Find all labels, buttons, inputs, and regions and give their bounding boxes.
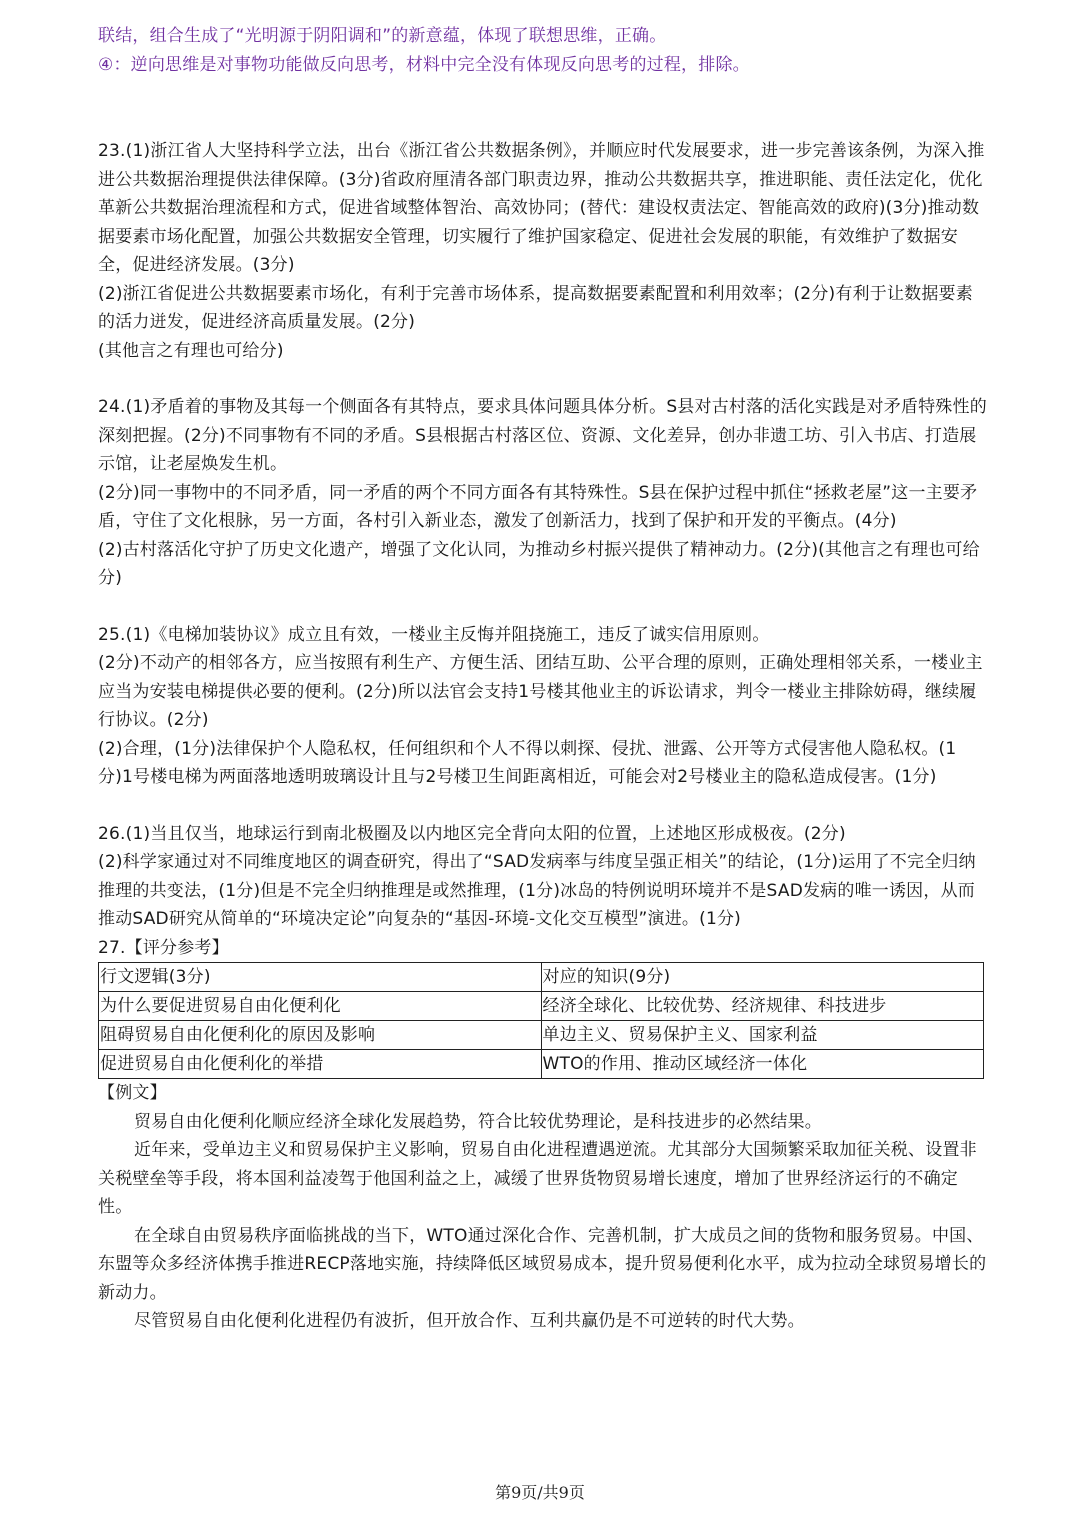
essay-paragraph: 贸易自由化便利化顺应经济全球化发展趋势，符合比较优势理论，是科技进步的必然结果。 xyxy=(134,1111,822,1132)
essay-paragraph: 近年来，受单边主义和贸易保护主义影响，贸易自由化进程遭遇逆流。尤其部分大国频繁采取加征关税、设置非关税壁垒等手段，将本国利益凌驾于他国利益之上，减缓了世界货物贸易增长速度，增加了世界经济运行的不确定性。 xyxy=(98,1140,977,1217)
table-row xyxy=(99,1021,984,1050)
q27-heading: 27.【评分参考】 xyxy=(98,937,229,958)
intro-line-1: 联结，组合生成了“光明源于阴阳调和”的新意蕴，体现了联想思维，正确。 xyxy=(98,26,667,46)
q25-part2: (2)合理，(1分)法律保护个人隐私权，任何组织和个人不得以刺探、侵扰、泄露、公开等方式侵害他人隐私权。(1分)1号楼电梯为两面落地透明玻璃设计且与2号楼卫生间距离相近，可能会对2号楼业主的隐私造成侵害。(1分) xyxy=(98,738,957,787)
essay-paragraph: 尽管贸易自由化便利化进程仍有波折，但开放合作、互利共赢仍是不可逆转的时代大势。 xyxy=(134,1311,805,1331)
example-heading: 【例文】 xyxy=(98,1083,167,1103)
q24-part1-cont: (2分)同一事物中的不同矛盾，同一矛盾的两个不同方面各有其特殊性。S县在保护过程中抓住“拯救老屋”这一主要矛盾，守住了文化根脉，另一方面，各村引入新业态，激发了创新活力，找到了保护和开发的平衡点。(4分) xyxy=(98,482,978,531)
spacer xyxy=(98,79,988,137)
table-header-row xyxy=(99,963,984,992)
table-cell: 为什么要促进贸易自由化便利化 xyxy=(99,992,542,1021)
answer-content xyxy=(98,22,988,1336)
q24-part2: (2)古村落活化守护了历史文化遗产，增强了文化认同，为推动乡村振兴提供了精神动力。(2分)(其他言之有理也可给分) xyxy=(98,539,980,588)
q24-part1: 24.(1)矛盾着的事物及其每一个侧面各有其特点，要求具体问题具体分析。S县对古村落的活化实践是对矛盾特殊性的深刻把握。(2分)不同事物有不同的矛盾。S县根据古村落区位、资源、文化差异，创办非遗工坊、引入书店、打造展示馆，让老屋焕发生机。 xyxy=(98,397,987,474)
table-header-cell: 对应的知识(9分) xyxy=(541,963,984,992)
table-cell: 经济全球化、比较优势、经济规律、科技进步 xyxy=(541,992,984,1021)
q26-part1: 26.(1)当且仅当，地球运行到南北极圈及以内地区完全背向太阳的位置，上述地区形成极夜。(2分) xyxy=(98,823,846,844)
page-number: 第9页/共9页 xyxy=(495,1483,585,1502)
rubric-table xyxy=(98,962,984,1079)
table-cell: 促进贸易自由化便利化的举措 xyxy=(99,1050,542,1079)
essay-paragraph: 在全球自由贸易秩序面临挑战的当下，WTO通过深化合作、完善机制，扩大成员之间的货物和服务贸易。中国、东盟等众多经济体携手推进RECP落地实施，持续降低区域贸易成本，提升贸易便利化水平，成为拉动全球贸易增长的新动力。 xyxy=(98,1225,987,1303)
q23-note: (其他言之有理也可给分) xyxy=(98,340,284,361)
q23-part2: (2)浙江省促进公共数据要素市场化，有利于完善市场体系，提高数据要素配置和利用效率；(2分)有利于让数据要素的活力迸发，促进经济高质量发展。(2分) xyxy=(98,283,973,332)
spacer xyxy=(98,365,988,393)
table-cell: 阻碍贸易自由化便利化的原因及影响 xyxy=(99,1021,542,1050)
spacer xyxy=(98,792,988,820)
table-cell: WTO的作用、推动区域经济一体化 xyxy=(541,1050,984,1079)
intro-line-2: ④：逆向思维是对事物功能做反向思考，材料中完全没有体现反向思考的过程，排除。 xyxy=(98,54,750,75)
q23-part1: 23.(1)浙江省人大坚持科学立法，出台《浙江省公共数据条例》，并顺应时代发展要求，进一步完善该条例，为深入推进公共数据治理提供法律保障。(3分)省政府厘清各部门职责边界，推动公共数据共享，推进职能、责任法定化，优化革新公共数据治理流程和方式，促进省域整体智治、高效协同；(替代：建设权责法定、智能高效的政府)(3分)推动数据要素市场化配置，加强公共数据安全管理，切实履行了维护国家稳定、促进社会发展的职能，有效维护了数据安全，促进经济发展。(3分) xyxy=(98,141,985,275)
table-cell: 单边主义、贸易保护主义、国家利益 xyxy=(541,1021,984,1050)
table-row xyxy=(99,1050,984,1079)
q26-part2: (2)科学家通过对不同维度地区的调查研究，得出了“SAD发病率与纬度呈强正相关”的结论，(1分)运用了不完全归纳推理的共变法，(1分)但是不完全归纳推理是或然推理，(1分)冰岛的特例说明环境并不是SAD发病的唯一诱因，从而推动SAD研究从简单的“环境决定论”向复杂的“基因-环境-文化交互模型”演进。(1分) xyxy=(98,852,976,929)
q25-part1-cont: (2分)不动产的相邻各方，应当按照有利生产、方便生活、团结互助、公平合理的原则，正确处理相邻关系，一楼业主应当为安装电梯提供必要的便利。(2分)所以法官会支持1号楼其他业主的诉讼请求，判令一楼业主排除妨碍，继续履行协议。(2分) xyxy=(98,653,983,730)
table-row xyxy=(99,992,984,1021)
q25-part1: 25.(1)《电梯加装协议》成立且有效，一楼业主反悔并阻挠施工，违反了诚实信用原则。 xyxy=(98,624,770,645)
spacer xyxy=(98,593,988,621)
table-header-cell: 行文逻辑(3分) xyxy=(99,963,542,992)
